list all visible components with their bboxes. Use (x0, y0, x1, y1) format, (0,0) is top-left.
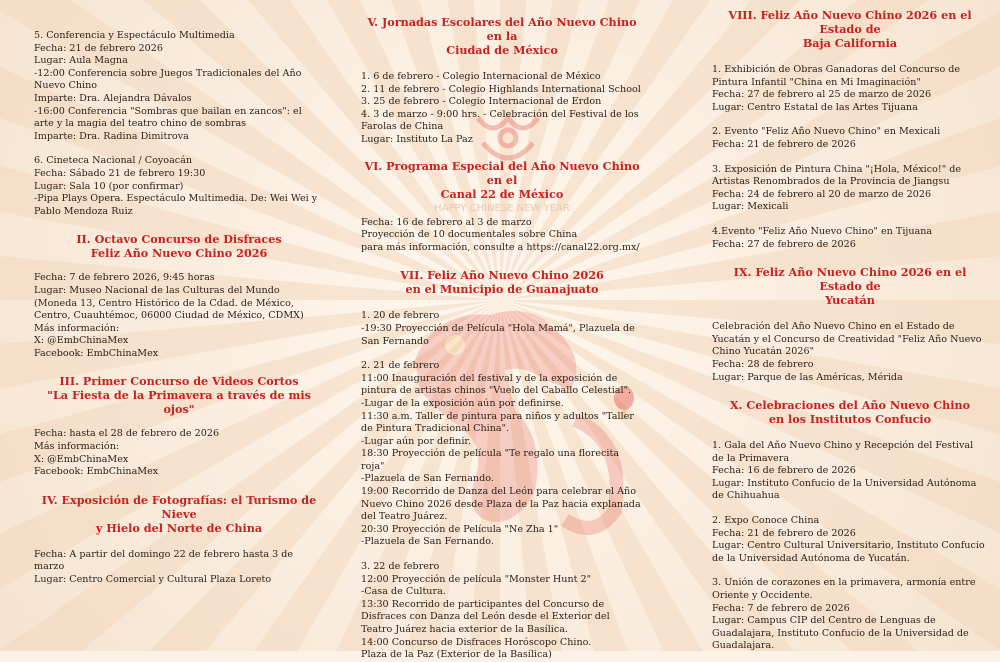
section-heading-vi: VI. Programa Especial del Año Nuevo Chino en el Canal 22 de México (364, 158, 640, 201)
costume-contest-details: Fecha: 7 de febrero 2026, 9:45 horas Lugar: Museo Nacional de las Culturas del Mundo (Moneda 13, Centro Histórico de la Cdad. de México, Centro, Cuauhtémoc, 06000 Ciudad de México, CDMX) Más información: X: @EmbChinaMex Facebook: EmbChinaMex (34, 272, 304, 359)
school-events-list: 1. 6 de febrero - Colegio Internacional de México 2. 11 de febrero - Colegio Highlands International School 3. 25 de febrero - Colegio Internacional de Erdon 4. 3 de marzo - 9:00 hrs. - Celebración del Festival de los Farolas de China Lugar: Instituto La Paz (361, 71, 641, 145)
baja-event-4: 4.Evento "Feliz Año Nuevo Chino" en Tijuana Fecha: 27 de febrero de 2026 (712, 225, 933, 250)
event-conference-multimedia: 5. Conferencia y Espectáculo Multimedia Fecha: 21 de febrero 2026 Lugar: Aula Magna -12:00 Conferencia sobre Juegos Tradicionales del Año Nuevo Chino Imparte: Dra. Alejandra Dávalos -16:00 Conferencia "Sombras que bailan en zancos": el arte y la magia del teatro chino de sombras Imparte: Dra. Radina Dimitrova (34, 30, 302, 142)
column-right (712, 0, 988, 653)
section-heading-iii: III. Primer Concurso de Videos Cortos "La Fiesta de la Primavera a través de mis ojos" (47, 374, 311, 417)
section-heading-v: V. Jornadas Escolares del Año Nuevo Chino en la Ciudad de México (367, 15, 637, 57)
section-heading-vii: VII. Feliz Año Nuevo Chino 2026 en el Municipio de Guanajuato (400, 268, 604, 297)
section-heading-x: X. Celebraciones del Año Nuevo Chino en los Institutos Confucio (729, 398, 971, 427)
section-heading-iv: IV. Exposición de Fotografías: el Turismo de Nieve y Hielo del Norte de China (41, 492, 317, 535)
confucio-event-3: 3. Unión de corazones en la primavera, armonía entre Oriente y Occidente. Fecha: 7 de febrero de 2026 Lugar: Campus CIP del Centro de Lenguas de Guadalajara, Instituto Confucio de la Universidad de Guadalajara. (712, 577, 976, 652)
yucatan-details: Celebración del Año Nuevo Chino en el Estado de Yucatán y el Concurso de Creatividad "Feliz Año Nuevo Chino Yucatán 2026" Fecha: 28 de febrero Lugar: Parque de las Américas, Mérida (712, 321, 982, 383)
column-left (34, 0, 324, 587)
guanajuato-day3: 3. 22 de febrero 12:00 Proyección de película "Monster Hunt 2" -Casa de Cultura. 13:30 Recorrido de participantes del Concurso de Disfraces con Danza del León desde el Exterior del Teatro Juárez hacia exterior de la Basílica. 14:00 Concurso de Disfraces Horóscopo Chino. Plaza de la Paz (Exterior de la Basílica) (361, 561, 610, 661)
canal22-details: Fecha: 16 de febrero al 3 de marzo Proyección de 10 documentales sobre China para más información, consulte a https://canal22.org.mx/ (361, 216, 640, 253)
video-contest-details: Fecha: hasta el 28 de febrero de 2026 Más información: X: @EmbChinaMex Facebook: EmbChinaMex (34, 428, 220, 478)
baja-event-1: 1. Exhibición de Obras Ganadoras del Concurso de Pintura Infantil "China en Mi Imaginación" Fecha: 27 de febrero al 25 de marzo de 2026 Lugar: Centro Estatal de las Artes Tijuana (712, 64, 961, 113)
column-middle (361, 0, 643, 662)
event-cineteca: 6. Cineteca Nacional / Coyoacán Fecha: Sábado 21 de febrero 19:30 Lugar: Sala 10 (por confirmar) -Pipa Plays Opera. Espectáculo Multimedia. De: Wei Wei y Pablo Mendoza Ruiz (34, 155, 318, 217)
photo-exhibit-details: Fecha: A partir del domingo 22 de febrero hasta 3 de marzo Lugar: Centro Comercial y Cultural Plaza Loreto (34, 548, 294, 586)
baja-event-2: 2. Evento "Feliz Año Nuevo Chino" en Mexicali Fecha: 21 de febrero de 2026 (712, 126, 941, 150)
confucio-event-2: 2. Expo Conoce China Fecha: 21 de febrero de 2026 Lugar: Centro Cultural Universitario, Instituto Confucio de la Universidad Autónoma de Yucatán. (712, 515, 985, 564)
confucio-event-1: 1. Gala del Año Nuevo Chino y Recepción del Festival de la Primavera Fecha: 16 de febrero de 2026 Lugar: Instituto Confucio de la Universidad Autónoma de Chihuahua (712, 440, 977, 502)
baja-event-3: 3. Exposición de Pintura China "¡Hola, México!" de Artistas Renombrados de la Provincia de Jiangsu Fecha: 24 de febrero al 20 de marzo de 2026 Lugar: Mexicali (712, 163, 962, 213)
section-heading-ii: II. Octavo Concurso de Disfraces Feliz Año Nuevo Chino 2026 (76, 232, 282, 261)
section-heading-ix: IX. Feliz Año Nuevo Chino 2026 en el Estado de Yucatán (733, 265, 967, 308)
section-heading-viii: VIII. Feliz Año Nuevo Chino 2026 en el Estado de Baja California (728, 8, 972, 50)
guanajuato-day2: 2. 21 de febrero 11:00 Inauguración del festival y de la exposición de pintura de artistas chinos "Vuelo del Caballo Celestial". -Lugar de la exposición aún por definirse. 11:30 a.m. Taller de pintura para niños y adultos "Taller de Pintura Tradicional China". -Lugar aún por definir. 18:30 Proyección de película "Te regalo una florecita roja" -Plazuela de San Fernando. 19:00 Recorrido de Danza del León para celebrar el Año Nuevo Chino 2026 desde Plaza de la Paz hacia explanada del Teatro Juárez. 20:30 Proyección de Película "Ne Zha 1" -Plazuela de San Fernando. (361, 360, 641, 548)
happy-new-year-watermark: HAPPY CHINESE NEW YEAR (434, 202, 570, 214)
guanajuato-day1: 1. 20 de febrero -19:30 Proyección de Película "Hola Mamá", Plazuela de San Fernando (361, 310, 635, 347)
